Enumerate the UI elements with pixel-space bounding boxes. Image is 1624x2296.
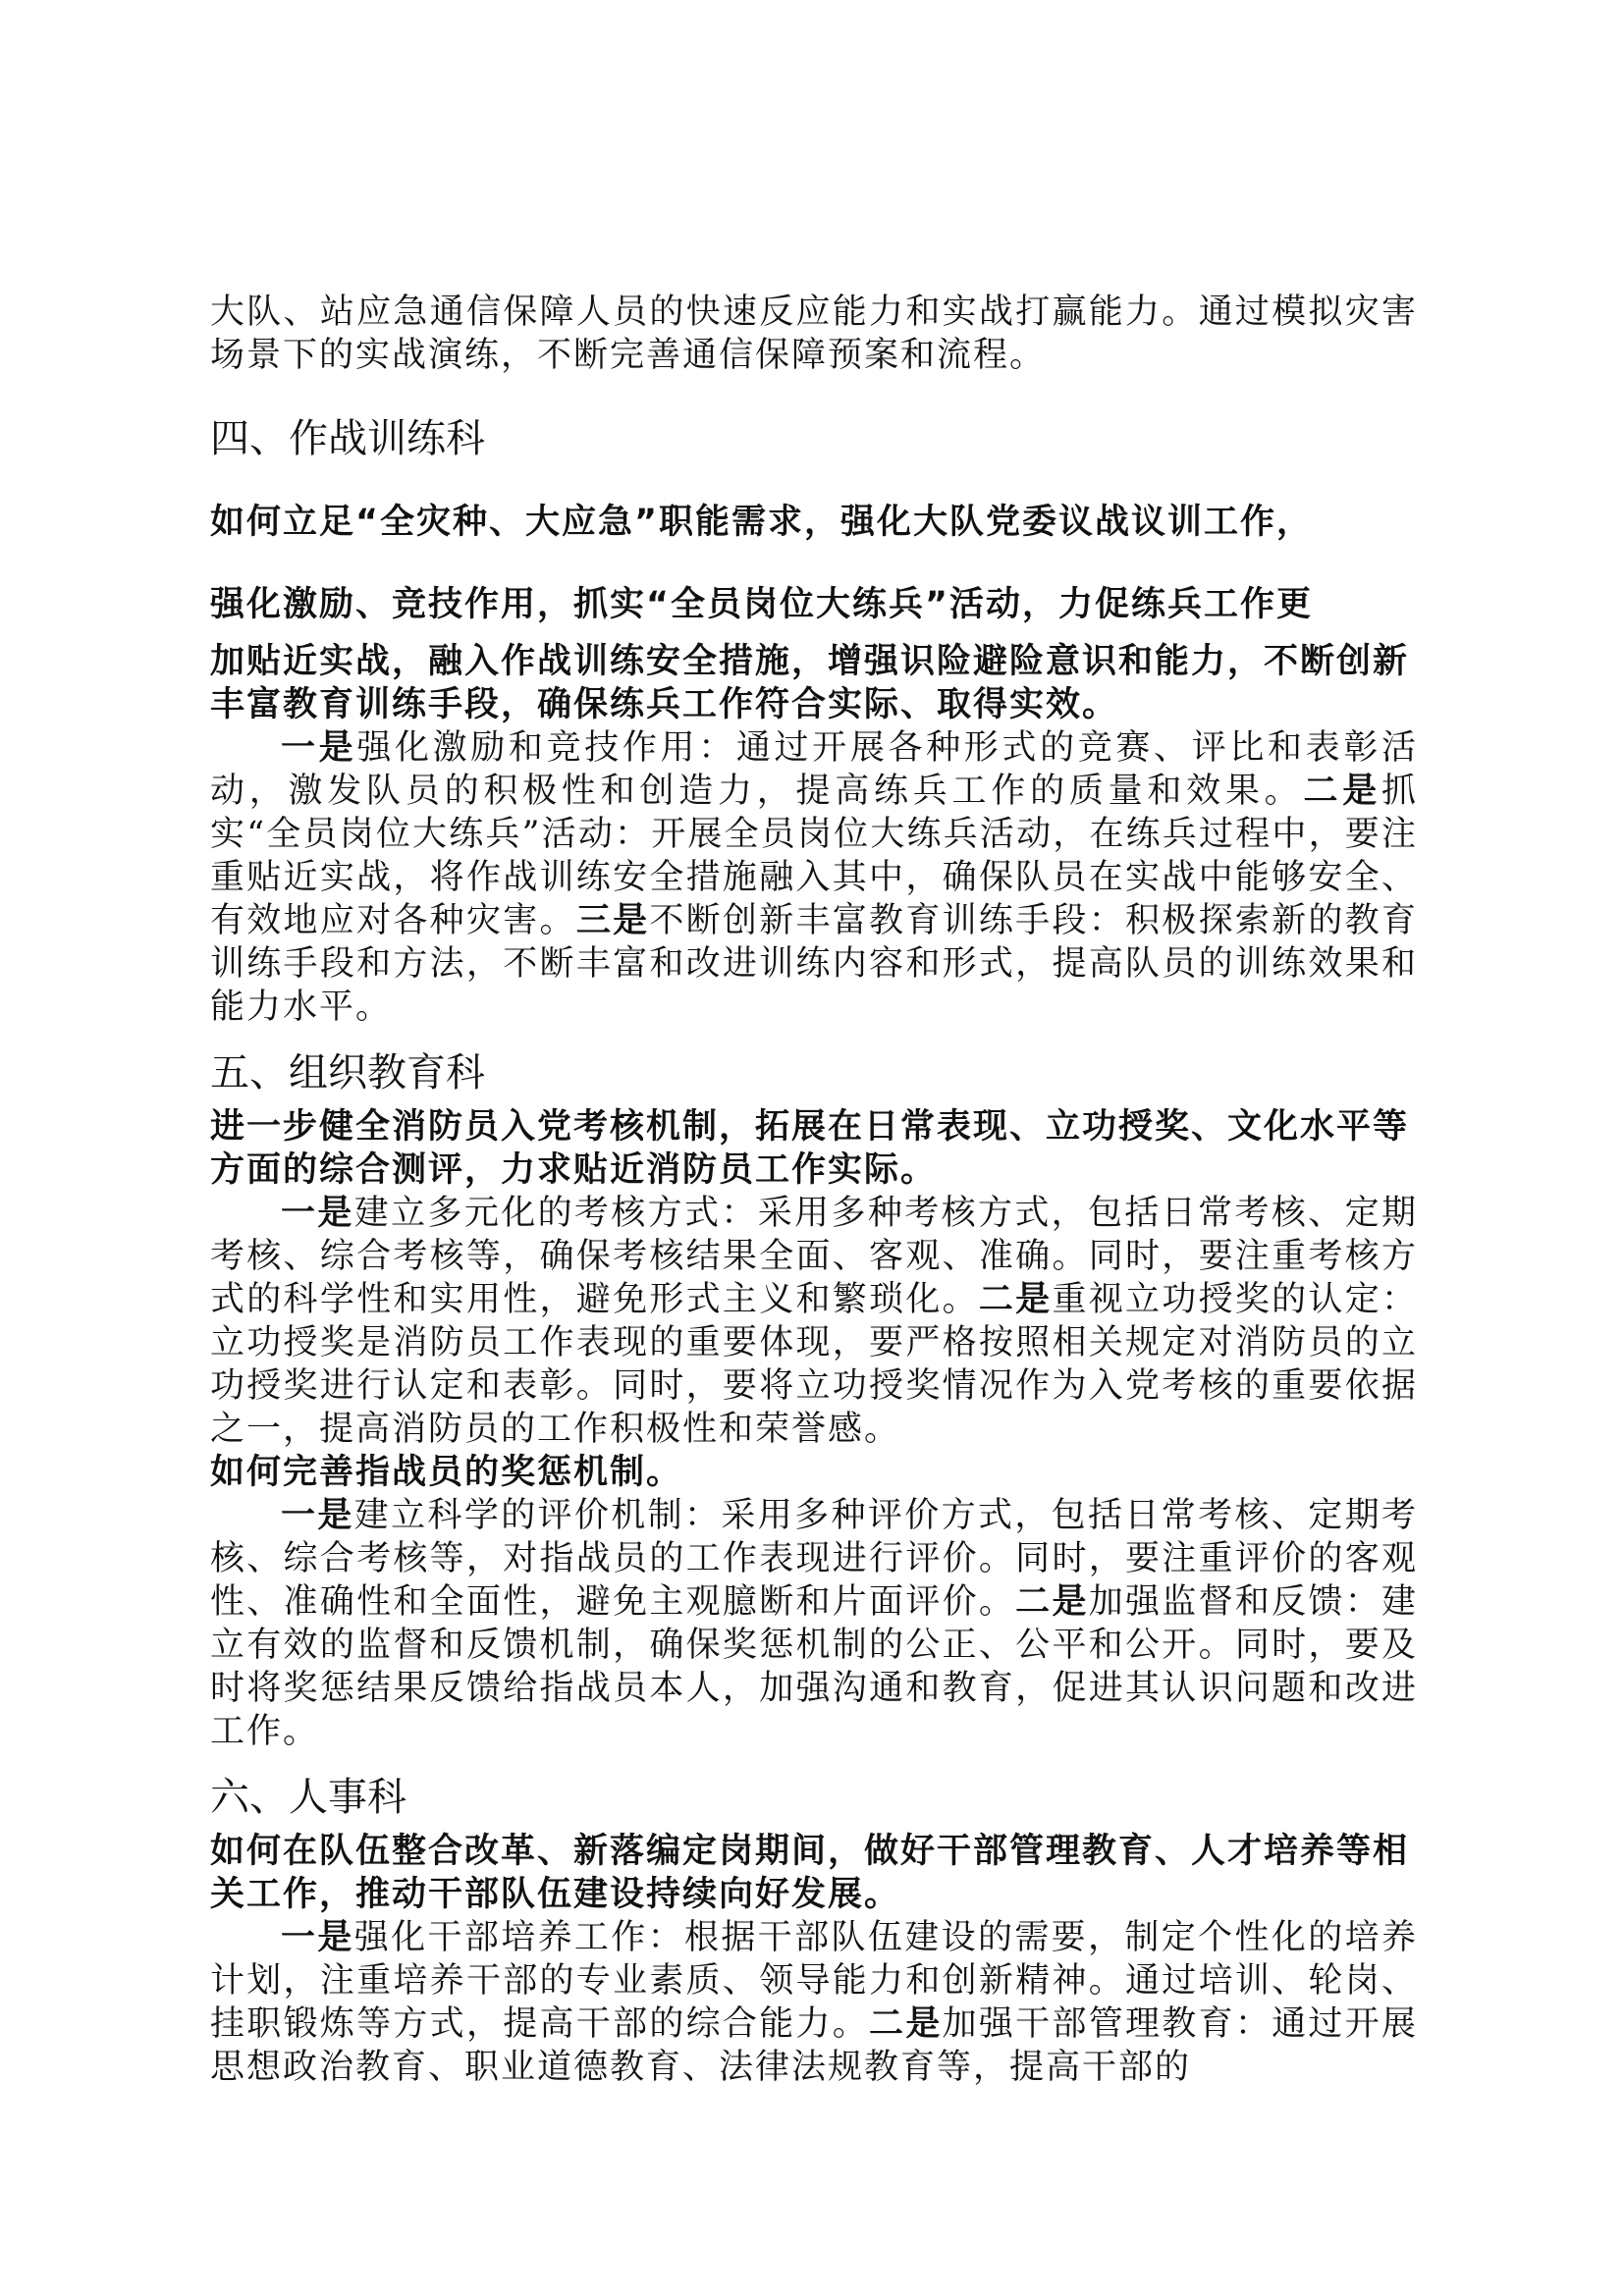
lead-label: 一是 [281,728,357,768]
document-page [210,291,1418,2089]
lead-label: 二是 [1015,1582,1089,1622]
section-heading-combat-training: 四、作战训练科 [210,416,485,461]
section-heading-organization-education: 五、组织教育科 [210,1050,485,1095]
question-paragraph: 进一步健全消防员入党考核机制，拓展在日常表现、立功授奖、文化水平等方面的综合测评，力求贴近消防员工作实际。 [210,1107,1410,1190]
question-line: 如何立足“全灾种、大应急”职能需求，强化大队党委议战议训工作， [210,503,1314,542]
answer-text: 抓实“全员岗位大练兵”活动：开展全员岗位大练兵活动，在练兵过程中，要注重贴近实战，将作战训练安全措施融入其中，确保队员在实战中能够安全、有效地应对各种灾害。 [210,772,1418,940]
answer-text: 加强监督和反馈：建立有效的监督和反馈机制，确保奖惩机制的公正、公平和公开。同时，要及时将奖惩结果反馈给指战员本人，加强沟通和教育，促进其认识问题和改进工作。 [210,1582,1418,1751]
answer-text: 建立多元化的考核方式：采用多种考核方式，包括日常考核、定期考核、综合考核等，确保考核结果全面、客观、准确。同时，要注重考核方式的科学性和实用性，避免形式主义和繁琐化。 [210,1194,1418,1319]
answer-paragraph [210,1192,1418,1451]
question-line: 加贴近实战，融入作战训练安全措施，增强识险避险意识和能力，不断创新丰富教育训练手段，确保练兵工作符合实际、取得实效。 [210,642,1410,724]
answer-paragraph [210,1494,1418,1753]
section-heading-personnel: 六、人事科 [210,1775,406,1820]
question-line: 强化激励、竞技作用，抓实“全员岗位大练兵”活动，力促练兵工作更 [210,585,1314,624]
answer-text: 强化干部培养工作：根据干部队伍建设的需要，制定个性化的培养计划，注重培养干部的专业素质、领导能力和创新精神。通过培训、轮岗、挂职锻炼等方式，提高干部的综合能力。 [210,1918,1418,2044]
lead-label: 二是 [869,2004,943,2044]
answer-paragraph [210,726,1418,1029]
answer-text: 重视立功授奖的认定：立功授奖是消防员工作表现的重要体现，要严格按照相关规定对消防员的立功授奖进行认定和表彰。同时，要将立功授奖情况作为入党考核的重要依据之一，提高消防员的工作积极性和荣誉感。 [210,1280,1418,1449]
lead-label: 一是 [281,1918,354,1957]
answer-text: 建立科学的评价机制：采用多种评价方式，包括日常考核、定期考核、综合考核等，对指战员的工作表现进行评价。同时，要注重评价的客观性、准确性和全面性，避免主观臆断和片面评价。 [210,1496,1418,1622]
lead-label: 一是 [281,1194,354,1233]
lead-label: 二是 [1303,772,1381,811]
lead-label: 一是 [281,1496,354,1535]
answer-text: 加强干部管理教育：通过开展思想政治教育、职业道德教育、法律法规教育等，提高干部的 [210,2004,1418,2087]
answer-paragraph [210,1916,1418,2089]
lead-label: 二是 [978,1280,1053,1319]
answer-text: 强化激励和竞技作用：通过开展各种形式的竞赛、评比和表彰活动，激发队员的积极性和创造力，提高练兵工作的质量和效果。 [210,728,1418,811]
intro-paragraph: 大队、站应急通信保障人员的快速反应能力和实战打赢能力。通过模拟灾害场景下的实战演练，不断完善通信保障预案和流程。 [210,293,1418,375]
question-paragraph: 如何完善指战员的奖惩机制。 [210,1453,683,1492]
answer-text: 不断创新丰富教育训练手段：积极探索新的教育训练手段和方法，不断丰富和改进训练内容和形式，提高队员的训练效果和能力水平。 [210,901,1418,1027]
question-paragraph: 如何在队伍整合改革、新落编定岗期间，做好干部管理教育、人才培养等相关工作，推动干部队伍建设持续向好发展。 [210,1832,1410,1914]
lead-label: 三是 [575,901,650,940]
